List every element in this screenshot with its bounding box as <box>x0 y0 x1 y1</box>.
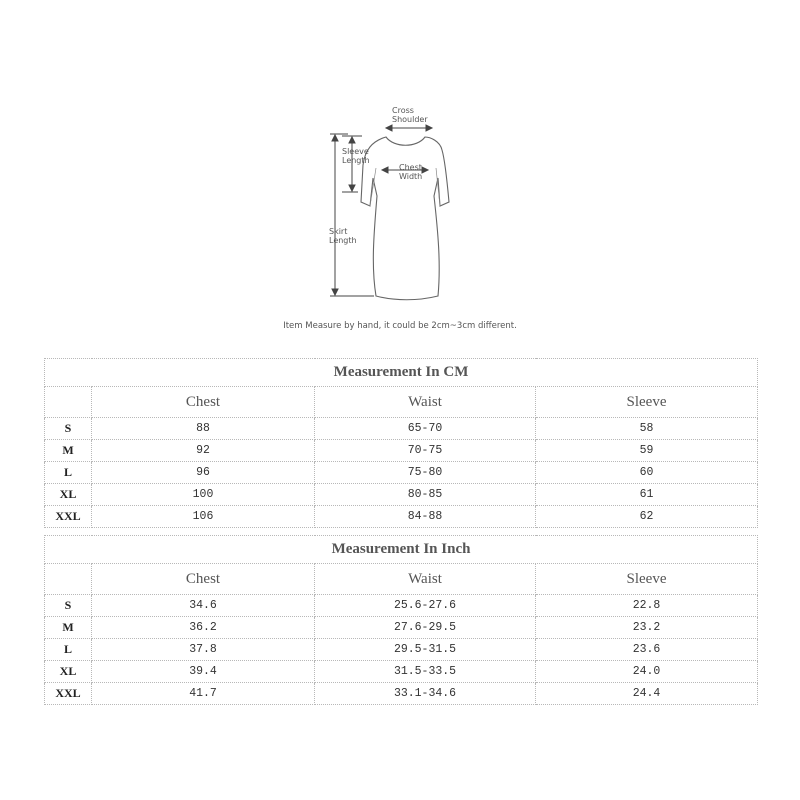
table-row <box>45 661 758 683</box>
chest-cell: 34.6 <box>92 595 315 617</box>
measurement-note: Item Measure by hand, it could be 2cm~3cm different. <box>283 321 517 331</box>
sleeve-cell: 22.8 <box>536 595 758 617</box>
sleeve-cell: 59 <box>536 440 758 462</box>
waist-cell: 84-88 <box>315 506 536 528</box>
column-header-waist: Waist <box>315 564 536 595</box>
table-row <box>45 484 758 506</box>
chest-width-label-1: Chest <box>399 163 422 172</box>
size-cell: L <box>45 462 92 484</box>
chest-cell: 37.8 <box>92 639 315 661</box>
chest-cell: 106 <box>92 506 315 528</box>
waist-cell: 25.6-27.6 <box>315 595 536 617</box>
cross-shoulder-label-1: Cross <box>392 106 414 115</box>
table-row <box>45 639 758 661</box>
column-header-chest: Chest <box>92 387 315 418</box>
table-title: Measurement In CM <box>45 359 758 387</box>
waist-cell: 80-85 <box>315 484 536 506</box>
size-table-inch <box>44 535 758 705</box>
sleeve-length-label-1: Sleeve <box>342 147 369 156</box>
sleeve-cell: 60 <box>536 462 758 484</box>
sleeve-cell: 58 <box>536 418 758 440</box>
dress-measurement-diagram <box>0 0 800 320</box>
sleeve-cell: 61 <box>536 484 758 506</box>
size-cell: XXL <box>45 683 92 705</box>
sleeve-cell: 23.2 <box>536 617 758 639</box>
chest-width-label-2: Width <box>399 172 423 181</box>
chest-cell: 88 <box>92 418 315 440</box>
waist-cell: 75-80 <box>315 462 536 484</box>
cross-shoulder-label-2: Shoulder <box>392 115 428 124</box>
chest-cell: 100 <box>92 484 315 506</box>
waist-cell: 33.1-34.6 <box>315 683 536 705</box>
chest-cell: 92 <box>92 440 315 462</box>
size-cell: XL <box>45 661 92 683</box>
sleeve-cell: 24.0 <box>536 661 758 683</box>
waist-cell: 27.6-29.5 <box>315 617 536 639</box>
skirt-length-label-2: Length <box>329 236 357 245</box>
sleeve-cell: 23.6 <box>536 639 758 661</box>
size-cell: S <box>45 595 92 617</box>
column-header-chest: Chest <box>92 564 315 595</box>
table-row <box>45 462 758 484</box>
table-row <box>45 440 758 462</box>
sleeve-length-label-2: Length <box>342 156 370 165</box>
size-cell: XL <box>45 484 92 506</box>
size-cell: M <box>45 440 92 462</box>
table-row <box>45 595 758 617</box>
column-header-waist: Waist <box>315 387 536 418</box>
size-cell: M <box>45 617 92 639</box>
dress-outline <box>361 137 449 300</box>
table-row <box>45 617 758 639</box>
chest-cell: 36.2 <box>92 617 315 639</box>
column-header-sleeve: Sleeve <box>536 564 758 595</box>
waist-cell: 65-70 <box>315 418 536 440</box>
size-table-cm <box>44 358 758 528</box>
table-row <box>45 418 758 440</box>
skirt-length-label-1: Skirt <box>329 227 348 236</box>
header-corner <box>45 564 92 595</box>
waist-cell: 29.5-31.5 <box>315 639 536 661</box>
cross-shoulder-arrow <box>386 125 432 131</box>
chest-cell: 41.7 <box>92 683 315 705</box>
column-header-sleeve: Sleeve <box>536 387 758 418</box>
chest-cell: 39.4 <box>92 661 315 683</box>
header-corner <box>45 387 92 418</box>
sleeve-cell: 24.4 <box>536 683 758 705</box>
table-title: Measurement In Inch <box>45 536 758 564</box>
size-cell: S <box>45 418 92 440</box>
size-cell: XXL <box>45 506 92 528</box>
table-row <box>45 683 758 705</box>
size-cell: L <box>45 639 92 661</box>
table-row <box>45 506 758 528</box>
waist-cell: 31.5-33.5 <box>315 661 536 683</box>
waist-cell: 70-75 <box>315 440 536 462</box>
sleeve-cell: 62 <box>536 506 758 528</box>
chest-cell: 96 <box>92 462 315 484</box>
